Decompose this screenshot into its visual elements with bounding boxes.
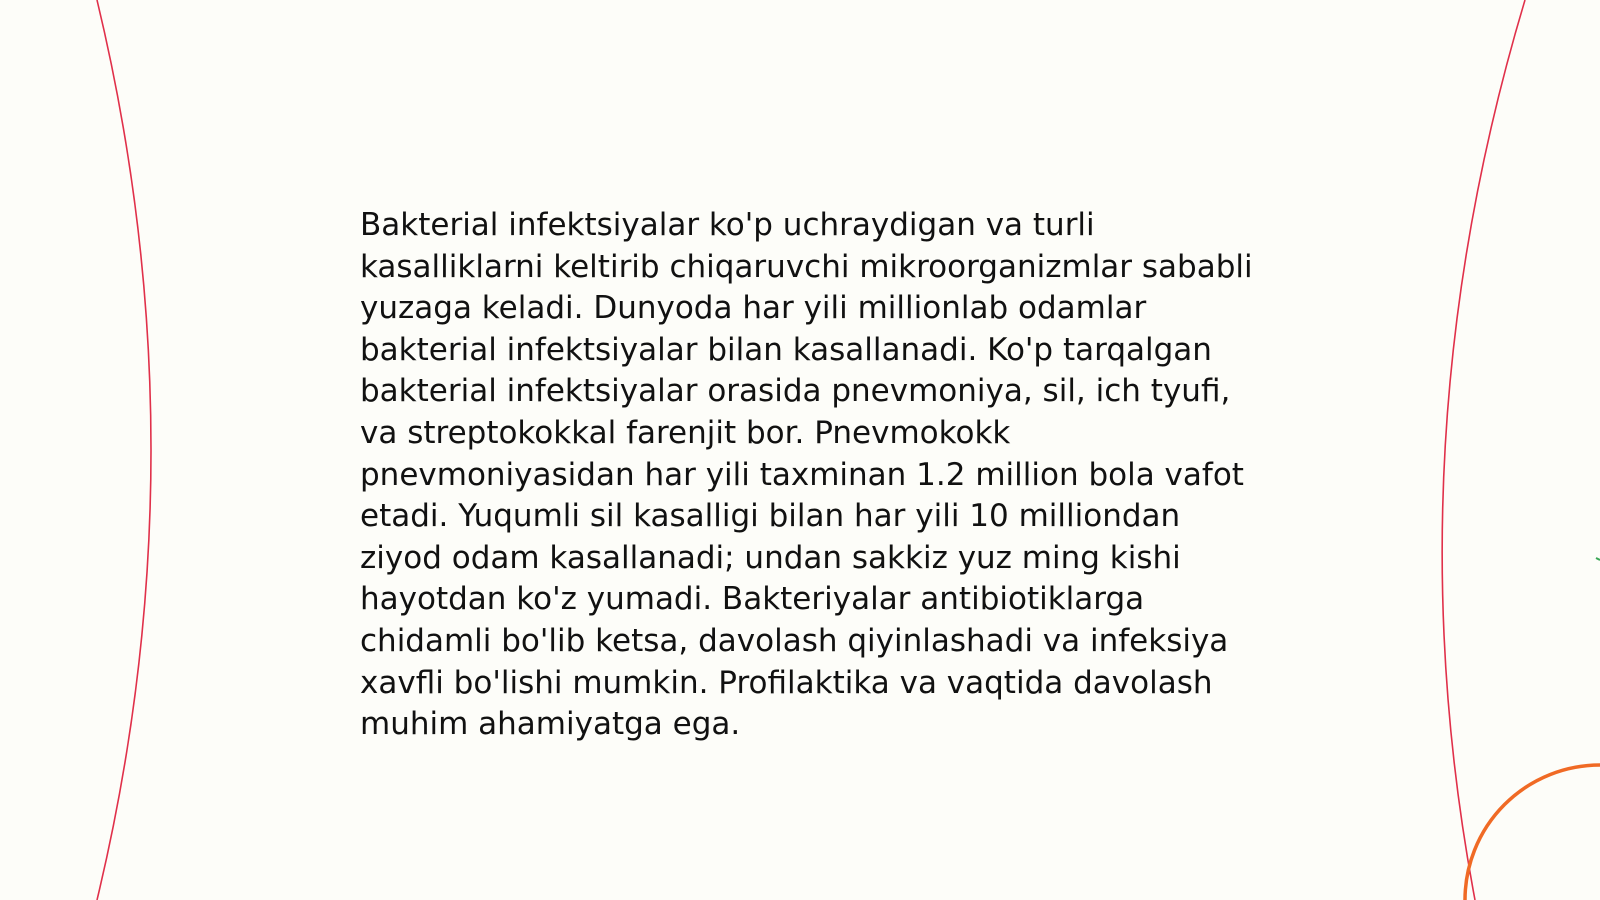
slide-body-text: Bakterial infektsiyalar ko'p uchraydigan va turli kasalliklarni keltirib chiqaruvchi mikroorganizmlar sababli yuzaga keladi. Dunyoda har yili millionlab odamlar bakterial infektsiyalar bilan kasallanadi. Ko'p tarqalgan bakterial infektsiyalar orasida pnevmoniya, sil, ich tyufi, va streptokokkal farenjit bor. Pnevmokokk pnevmoniyasidan har yili taxminan 1.2 million bola vafot etadi. Yuqumli sil kasalligi bilan har yili 10 milliondan ziyod odam kasallanadi; undan sakkiz yuz ming kishi hayotdan ko'z yumadi. Bakteriyalar antibiotiklarga chidamli bo'lib ketsa, davolash qiyinlashadi va infeksiya xavfli bo'lishi mumkin. Profilaktika va vaqtida davolash muhim ahamiyatga ega.	[360, 207, 1253, 743]
right-arc-decoration	[1442, 0, 1525, 900]
green-mark-decoration	[1596, 558, 1600, 560]
orange-circle-decoration	[1465, 765, 1600, 900]
left-arc-decoration	[97, 0, 151, 900]
